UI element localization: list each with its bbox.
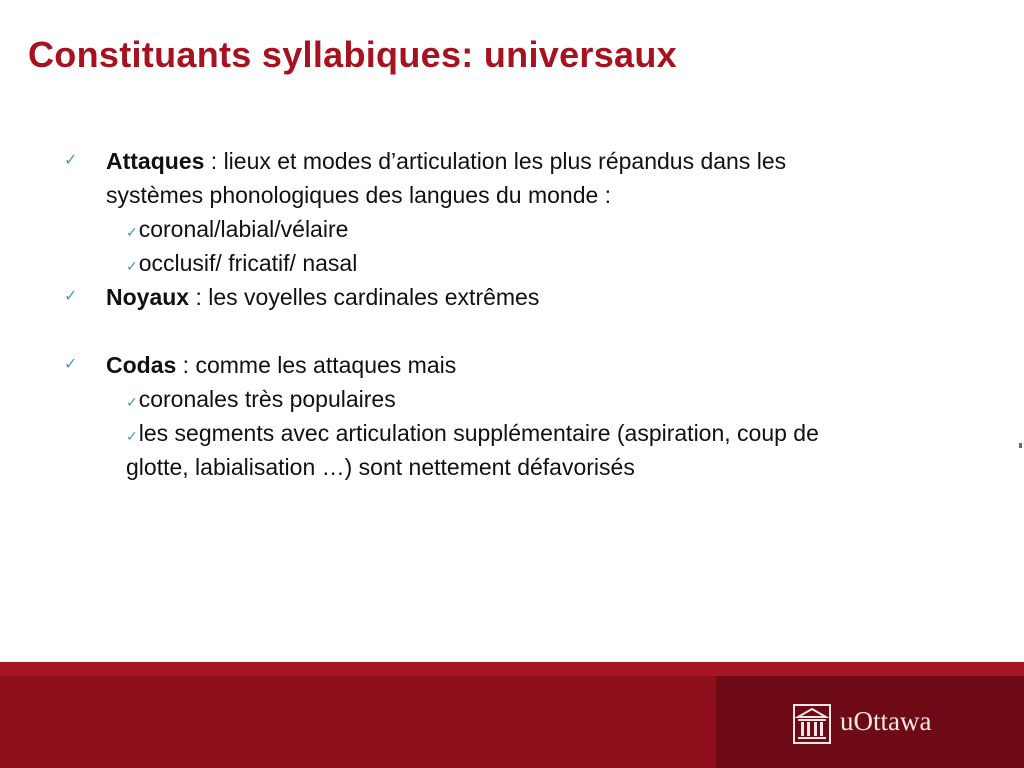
check-icon: ✓ (126, 258, 138, 274)
check-icon: ✓ (126, 394, 138, 410)
bullet-noyaux (106, 280, 539, 314)
sub-bullet-coronal (126, 212, 348, 249)
bullet-attaques (106, 144, 786, 178)
sub-bullet-text: coronal/labial/vélaire (138, 216, 349, 242)
bullet-text: : lieux et modes d’articulation les plus répandus dans les (204, 148, 787, 174)
bullet-text: : les voyelles cardinales extrêmes (189, 284, 540, 310)
footer-stripe (0, 662, 1024, 676)
check-icon: ✓ (126, 224, 138, 240)
bullet-term: Codas (106, 352, 177, 378)
sub-bullet-text: occlusif/ fricatif/ nasal (138, 250, 358, 276)
bullet-text: : comme les attaques mais (176, 352, 457, 378)
bullet-codas (106, 348, 456, 382)
check-icon: ✓ (126, 428, 138, 444)
sub-bullet-coronales (126, 382, 396, 419)
sub-bullet-segments-continuation: glotte, labialisation …) sont nettement défavorisés (126, 454, 635, 480)
sub-bullet-text: les segments avec articulation supplémentaire (aspiration, coup de (138, 420, 819, 446)
bullet-term: Attaques (106, 148, 205, 174)
check-icon: ✓ (64, 288, 78, 305)
bullet-attaques-continuation: systèmes phonologiques des langues du monde : (106, 182, 612, 208)
edge-mark (1019, 443, 1022, 448)
bullet-term: Noyaux (106, 284, 190, 310)
check-icon: ✓ (64, 152, 78, 169)
sub-bullet-text: coronales très populaires (138, 386, 396, 412)
check-icon: ✓ (64, 356, 78, 373)
slide-title: Constituants syllabiques: universaux (28, 34, 677, 75)
logo-panel (716, 676, 1024, 768)
sub-bullet-occlusif (126, 246, 357, 283)
university-building-icon (793, 704, 831, 744)
footer-band (0, 662, 1024, 768)
uottawa-logo-text: uOttawa (840, 706, 932, 736)
sub-bullet-segments (126, 416, 819, 453)
